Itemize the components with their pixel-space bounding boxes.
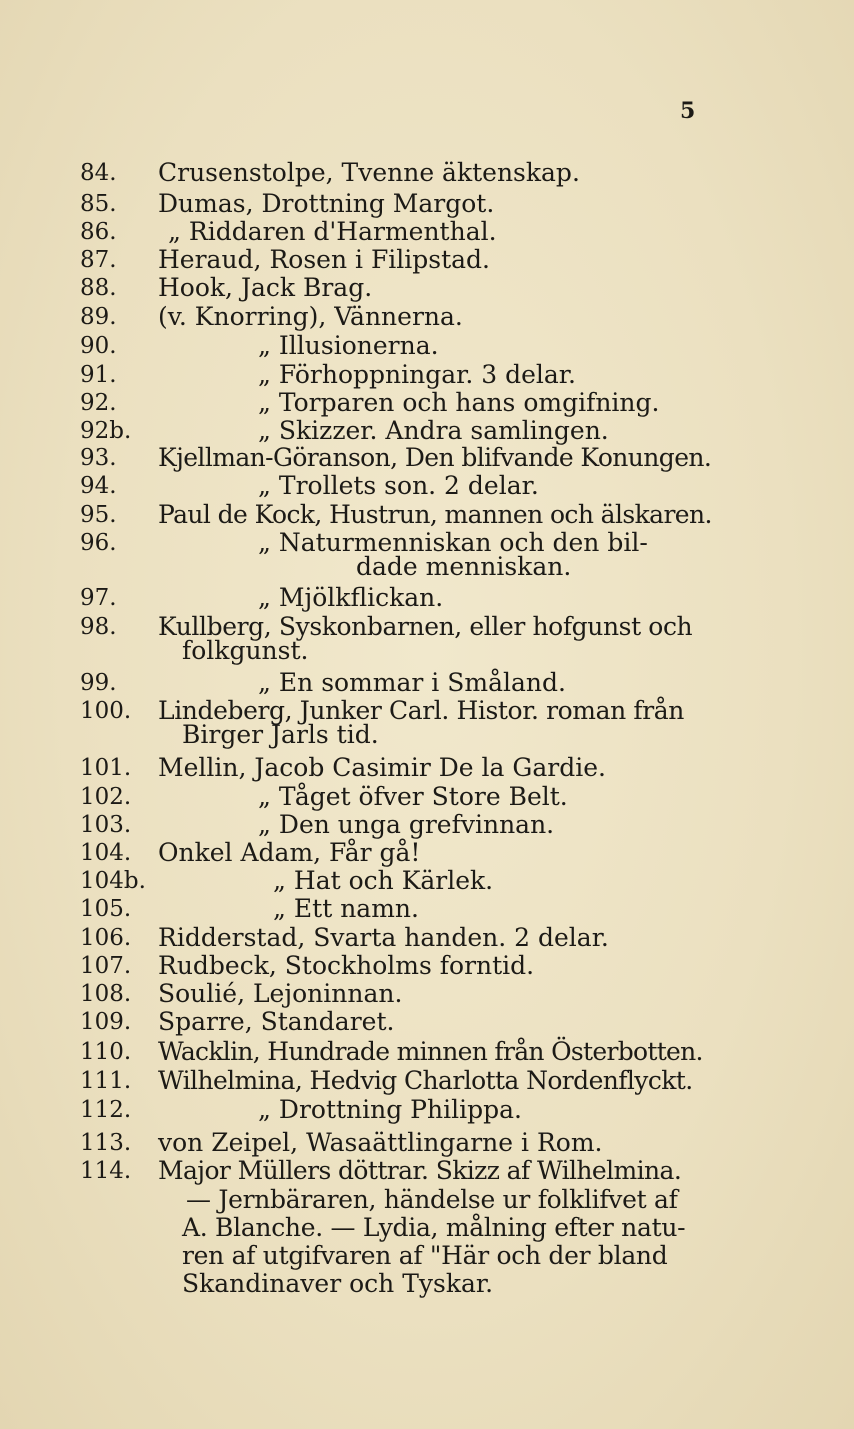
entry-number: 107. <box>80 953 132 979</box>
entry-number: 100. <box>80 698 132 724</box>
entry-number: 106. <box>80 925 132 951</box>
entry-text: Hook, Jack Brag. <box>158 273 373 302</box>
entry-text: Kullberg, Syskonbarnen, eller hofgunst och <box>158 612 693 641</box>
entry-text: Soulié, Lejoninnan. <box>158 979 403 1008</box>
entry-text: „ Mjölkflickan. <box>258 583 444 612</box>
entry-text: Heraud, Rosen i Filipstad. <box>158 245 491 274</box>
entry-number: 103. <box>80 812 132 838</box>
closing-line: Skandinaver och Tyskar. <box>182 1269 494 1298</box>
entry-number: 94. <box>80 473 117 499</box>
closing-line: — Jernbäraren, händelse ur folklifvet af <box>186 1185 678 1214</box>
entry-continuation: dade menniskan. <box>356 552 572 581</box>
entry-number: 101. <box>80 755 132 781</box>
entry-number: 91. <box>80 362 117 388</box>
entry-number: 114. <box>80 1158 132 1184</box>
entry-text: „ Riddaren d'Harmenthal. <box>168 217 497 246</box>
entry-number: 85. <box>80 191 117 217</box>
entry-text: Lindeberg, Junker Carl. Histor. roman från <box>158 696 684 725</box>
entry-number: 86. <box>80 219 117 245</box>
entry-number: 108. <box>80 981 132 1007</box>
entry-number: 111. <box>80 1068 132 1094</box>
entry-text: Wilhelmina, Hedvig Charlotta Nordenflyckt. <box>158 1066 693 1095</box>
entry-number: 96. <box>80 530 117 556</box>
entry-text: Dumas, Drottning Margot. <box>158 189 495 218</box>
entry-text: (v. Knorring), Vännerna. <box>158 302 463 331</box>
entry-text: „ Ett namn. <box>273 894 419 923</box>
entry-text: „ Torparen och hans omgifning. <box>258 388 660 417</box>
entry-number: 89. <box>80 304 117 330</box>
entry-number: 105. <box>80 896 132 922</box>
entry-text: „ En sommar i Småland. <box>258 668 566 697</box>
entry-text: Crusenstolpe, Tvenne äktenskap. <box>158 158 580 187</box>
entry-number: 104. <box>80 840 132 866</box>
entry-text: „ Förhoppningar. 3 delar. <box>258 360 576 389</box>
entry-number: 99. <box>80 670 117 696</box>
entry-text: „ Hat och Kärlek. <box>273 866 494 895</box>
entry-number: 97. <box>80 585 117 611</box>
entry-number: 112. <box>80 1097 132 1123</box>
entry-number: 92b. <box>80 418 132 444</box>
entry-number: 102. <box>80 784 132 810</box>
entry-text: Onkel Adam, Får gå! <box>158 838 421 867</box>
entry-number: 93. <box>80 445 117 471</box>
page-number: 5 <box>680 98 696 124</box>
entry-number: 95. <box>80 502 117 528</box>
closing-line: A. Blanche. — Lydia, målning efter natu- <box>182 1213 686 1242</box>
entry-number: 113. <box>80 1130 132 1156</box>
entry-number: 92. <box>80 390 117 416</box>
entry-number: 88. <box>80 275 117 301</box>
entry-text: Rudbeck, Stockholms forntid. <box>158 951 535 980</box>
entry-text: „ Naturmenniskan och den bil- <box>258 528 648 557</box>
entry-number: 98. <box>80 614 117 640</box>
entry-text: Mellin, Jacob Casimir De la Gardie. <box>158 753 606 782</box>
entry-number: 104b. <box>80 868 146 894</box>
entry-text: Wacklin, Hundrade minnen från Österbotten. <box>158 1037 703 1066</box>
entry-text: Major Müllers döttrar. Skizz af Wilhelmina. <box>158 1156 682 1185</box>
entry-number: 109. <box>80 1009 132 1035</box>
entry-number: 87. <box>80 247 117 273</box>
entry-number: 90. <box>80 333 117 359</box>
closing-line: ren af utgifvaren af "Här och der bland <box>182 1241 668 1270</box>
entry-text: Kjellman-Göranson, Den blifvande Konungen. <box>158 443 712 472</box>
entry-continuation: folkgunst. <box>182 636 309 665</box>
entry-text: „ Skizzer. Andra samlingen. <box>258 416 609 445</box>
entry-continuation: Birger Jarls tid. <box>182 720 379 749</box>
entry-text: „ Illusionerna. <box>258 331 439 360</box>
entry-text: „ Den unga grefvinnan. <box>258 810 555 839</box>
entry-text: Sparre, Standaret. <box>158 1007 395 1036</box>
entry-text: Paul de Kock, Hustrun, mannen och älskaren. <box>158 500 712 529</box>
entry-text: „ Drottning Philippa. <box>258 1095 522 1124</box>
entry-text: Ridderstad, Svarta handen. 2 delar. <box>158 923 609 952</box>
entry-text: von Zeipel, Wasaättlingarne i Rom. <box>158 1128 603 1157</box>
entry-number: 110. <box>80 1039 132 1065</box>
entry-text: „ Tåget öfver Store Belt. <box>258 782 568 811</box>
entry-text: „ Trollets son. 2 delar. <box>258 471 539 500</box>
entry-number: 84. <box>80 160 117 186</box>
